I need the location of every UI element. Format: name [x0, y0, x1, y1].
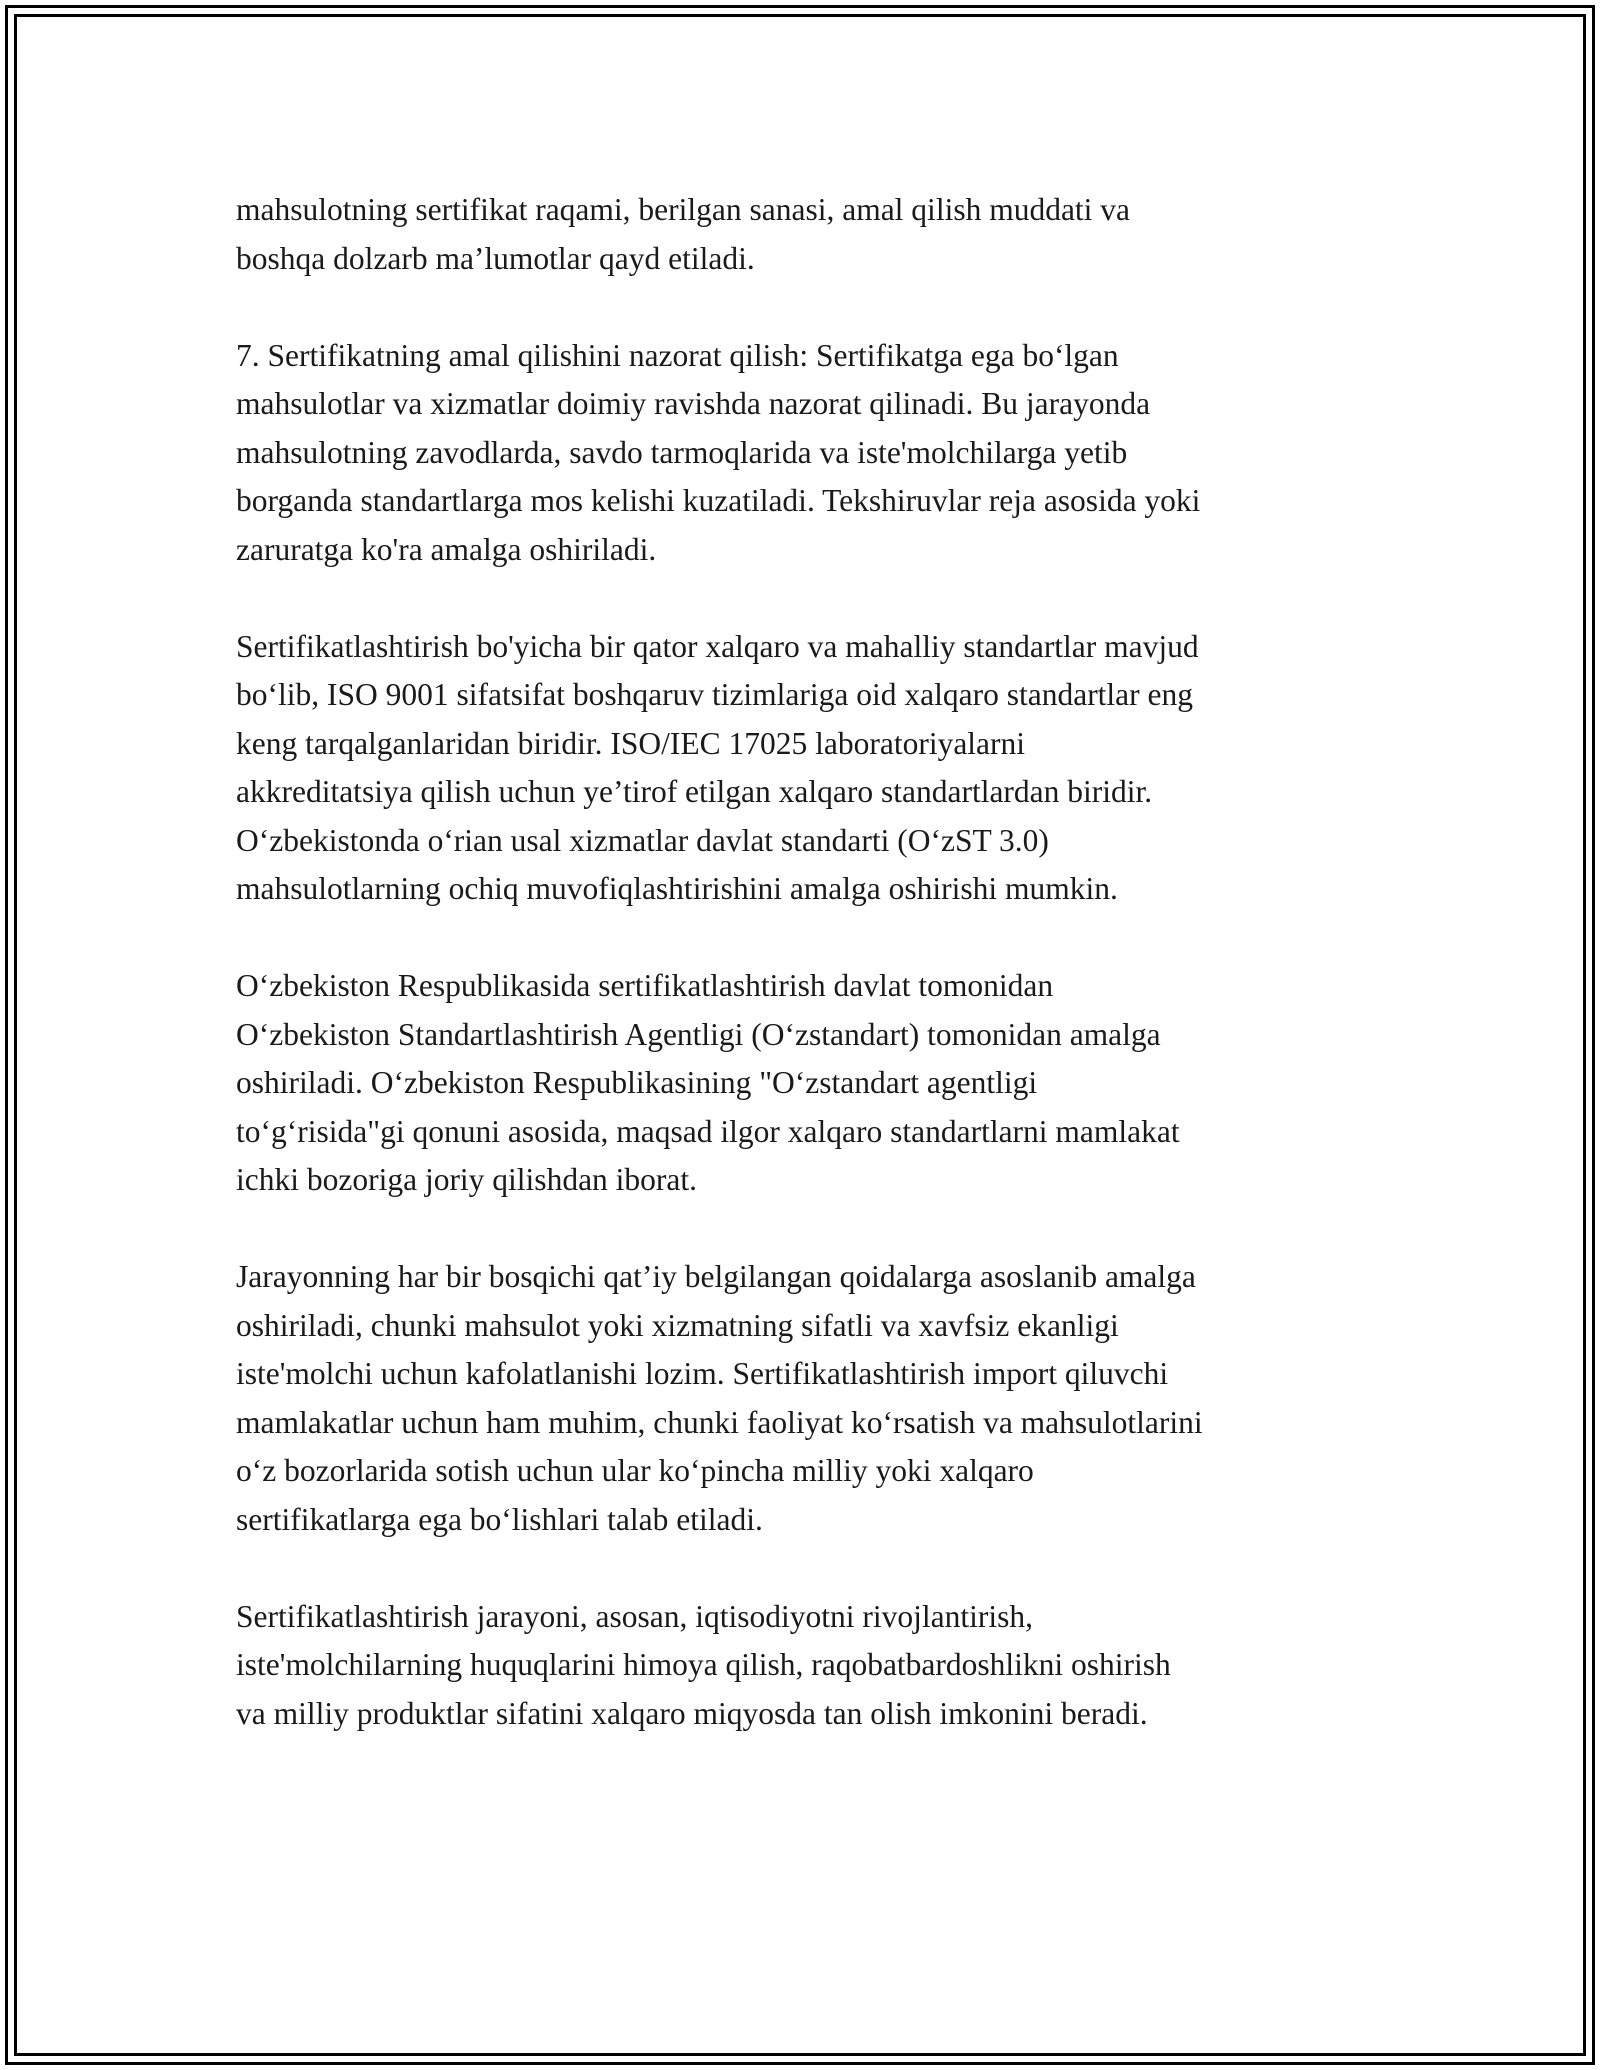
paragraph-certificate-control: 7. Sertifikatning amal qilishini nazorat qilish: Sertifikatga ega boʻlgan mahsulotlar va xizmatlar doimiy ravishda nazorat qilinadi. Bu jarayonda mahsulotning zavodlarda, savdo tarmoqlarida va iste'molchilarga yetib borganda standartlarga mos kelishi kuzatiladi. Tekshiruvlar reja asosida yoki zaruratga ko'ra amalga oshiriladi.	[236, 337, 1201, 567]
paragraph-uzstandart-agency: Oʻzbekiston Respublikasida sertifikatlashtirish davlat tomonidan Oʻzbekiston Standartlashtirish Agentligi (Oʻzstandart) tomonidan amalga oshiriladi. Oʻzbekiston Respublikasining "Oʻzstandart agentligi toʻgʻrisida"gi qonuni asosida, maqsad ilgor xalqaro standartlarni mamlakat ichki bozoriga joriy qilishdan iborat.	[236, 968, 1180, 1197]
paragraph-conclusion: Sertifikatlashtirish jarayoni, asosan, iqtisodiyotni rivojlantirish, iste'molchilarning huquqlarini himoya qilish, raqobatbardoshlikni oshirish va milliy produktlar sifatini xalqaro miqyosda tan olish imkonini beradi.	[236, 1598, 1171, 1731]
document-body	[236, 186, 1376, 1738]
paragraph-standards: Sertifikatlashtirish bo'yicha bir qator xalqaro va mahalliy standartlar mavjud boʻlib, ISO 9001 sifatsifat boshqaruv tizimlariga oid xalqaro standartlar eng keng tarqalganlaridan biridir. ISO/IEC 17025 laboratoriyalarni akkreditatsiya qilish uchun ye’tirof etilgan xalqaro standartlardan biridir. Oʻzbekistonda oʻrian usal xizmatlar davlat standarti (OʻzST 3.0) mahsulotlarning ochiq muvofiqlashtirishini amalga oshirishi mumkin.	[236, 628, 1199, 906]
paragraph-process-rules: Jarayonning har bir bosqichi qat’iy belgilangan qoidalarga asoslanib amalga oshiriladi, chunki mahsulot yoki xizmatning sifatli va xavfsiz ekanligi iste'molchi uchun kafolatlanishi lozim. Sertifikatlashtirish import qiluvchi mamlakatlar uchun ham muhim, chunki faoliyat koʻrsatish va mahsulotlarini oʻz bozorlarida sotish uchun ular koʻpincha milliy yoki xalqaro sertifikatlarga ega boʻlishlari talab etiladi.	[236, 1259, 1203, 1537]
paragraph-registry-details: mahsulotning sertifikat raqami, berilgan sanasi, amal qilish muddati va boshqa dolzarb ma’lumotlar qayd etiladi.	[236, 192, 1131, 276]
